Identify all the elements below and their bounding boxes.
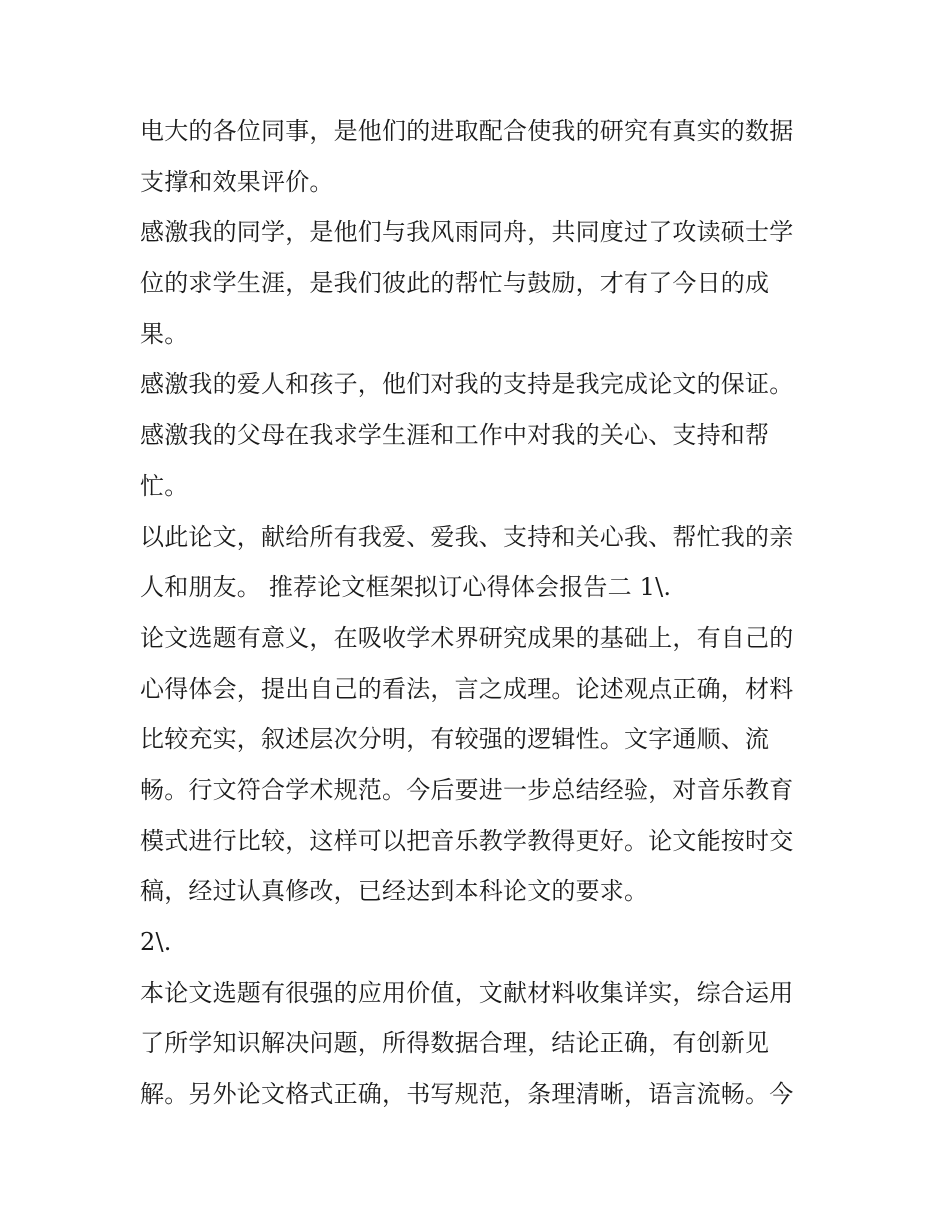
text-line: 了所学知识解决问题，所得数据合理，结论正确，有创新见: [140, 1029, 770, 1058]
text-line: 果。: [140, 319, 189, 348]
text-line: 电大的各位同事，是他们的进取配合使我的研究有真实的数据: [140, 117, 794, 145]
text-line: 稿，经过认真修改，已经达到本科论文的要求。: [140, 877, 649, 906]
text-line: 论文选题有意义，在吸收学术界研究成果的基础上，有自己的: [140, 623, 794, 652]
text-line: 感激我的父母在我求学生涯和工作中对我的关心、支持和帮: [140, 421, 770, 450]
text-line: 感激我的同学，是他们与我风雨同舟，共同度过了攻读硕士学: [140, 218, 794, 247]
text-line: 感激我的爱人和孩子，他们对我的支持是我完成论文的保证。: [140, 370, 794, 399]
text-line: 模式进行比较，这样可以把音乐教学教得更好。论文能按时交: [140, 826, 794, 855]
body-text: [140, 106, 830, 1120]
text-line: 心得体会，提出自己的看法，言之成理。论述观点正确，材料: [140, 674, 794, 703]
text-line: 2\.: [140, 928, 172, 956]
text-line: 解。另外论文格式正确，书写规范，条理清晰，语言流畅。今: [140, 1080, 794, 1109]
text-line: 位的求学生涯，是我们彼此的帮忙与鼓励，才有了今日的成: [140, 269, 770, 298]
text-line: 忙。: [140, 471, 189, 500]
text-line: 人和朋友。 推荐论文框架拟订心得体会报告二 1\.: [140, 573, 672, 602]
text-line: 比较充实，叙述层次分明，有较强的逻辑性。文字通顺、流: [140, 725, 770, 754]
text-line: 支撑和效果评价。: [140, 167, 334, 196]
text-line: 畅。行文符合学术规范。今后要进一步总结经验，对音乐教育: [140, 775, 794, 804]
text-line: 本论文选题有很强的应用价值，文献材料收集详实，综合运用: [140, 978, 794, 1007]
text-line: 以此论文，献给所有我爱、爱我、支持和关心我、帮忙我的亲: [140, 522, 794, 551]
